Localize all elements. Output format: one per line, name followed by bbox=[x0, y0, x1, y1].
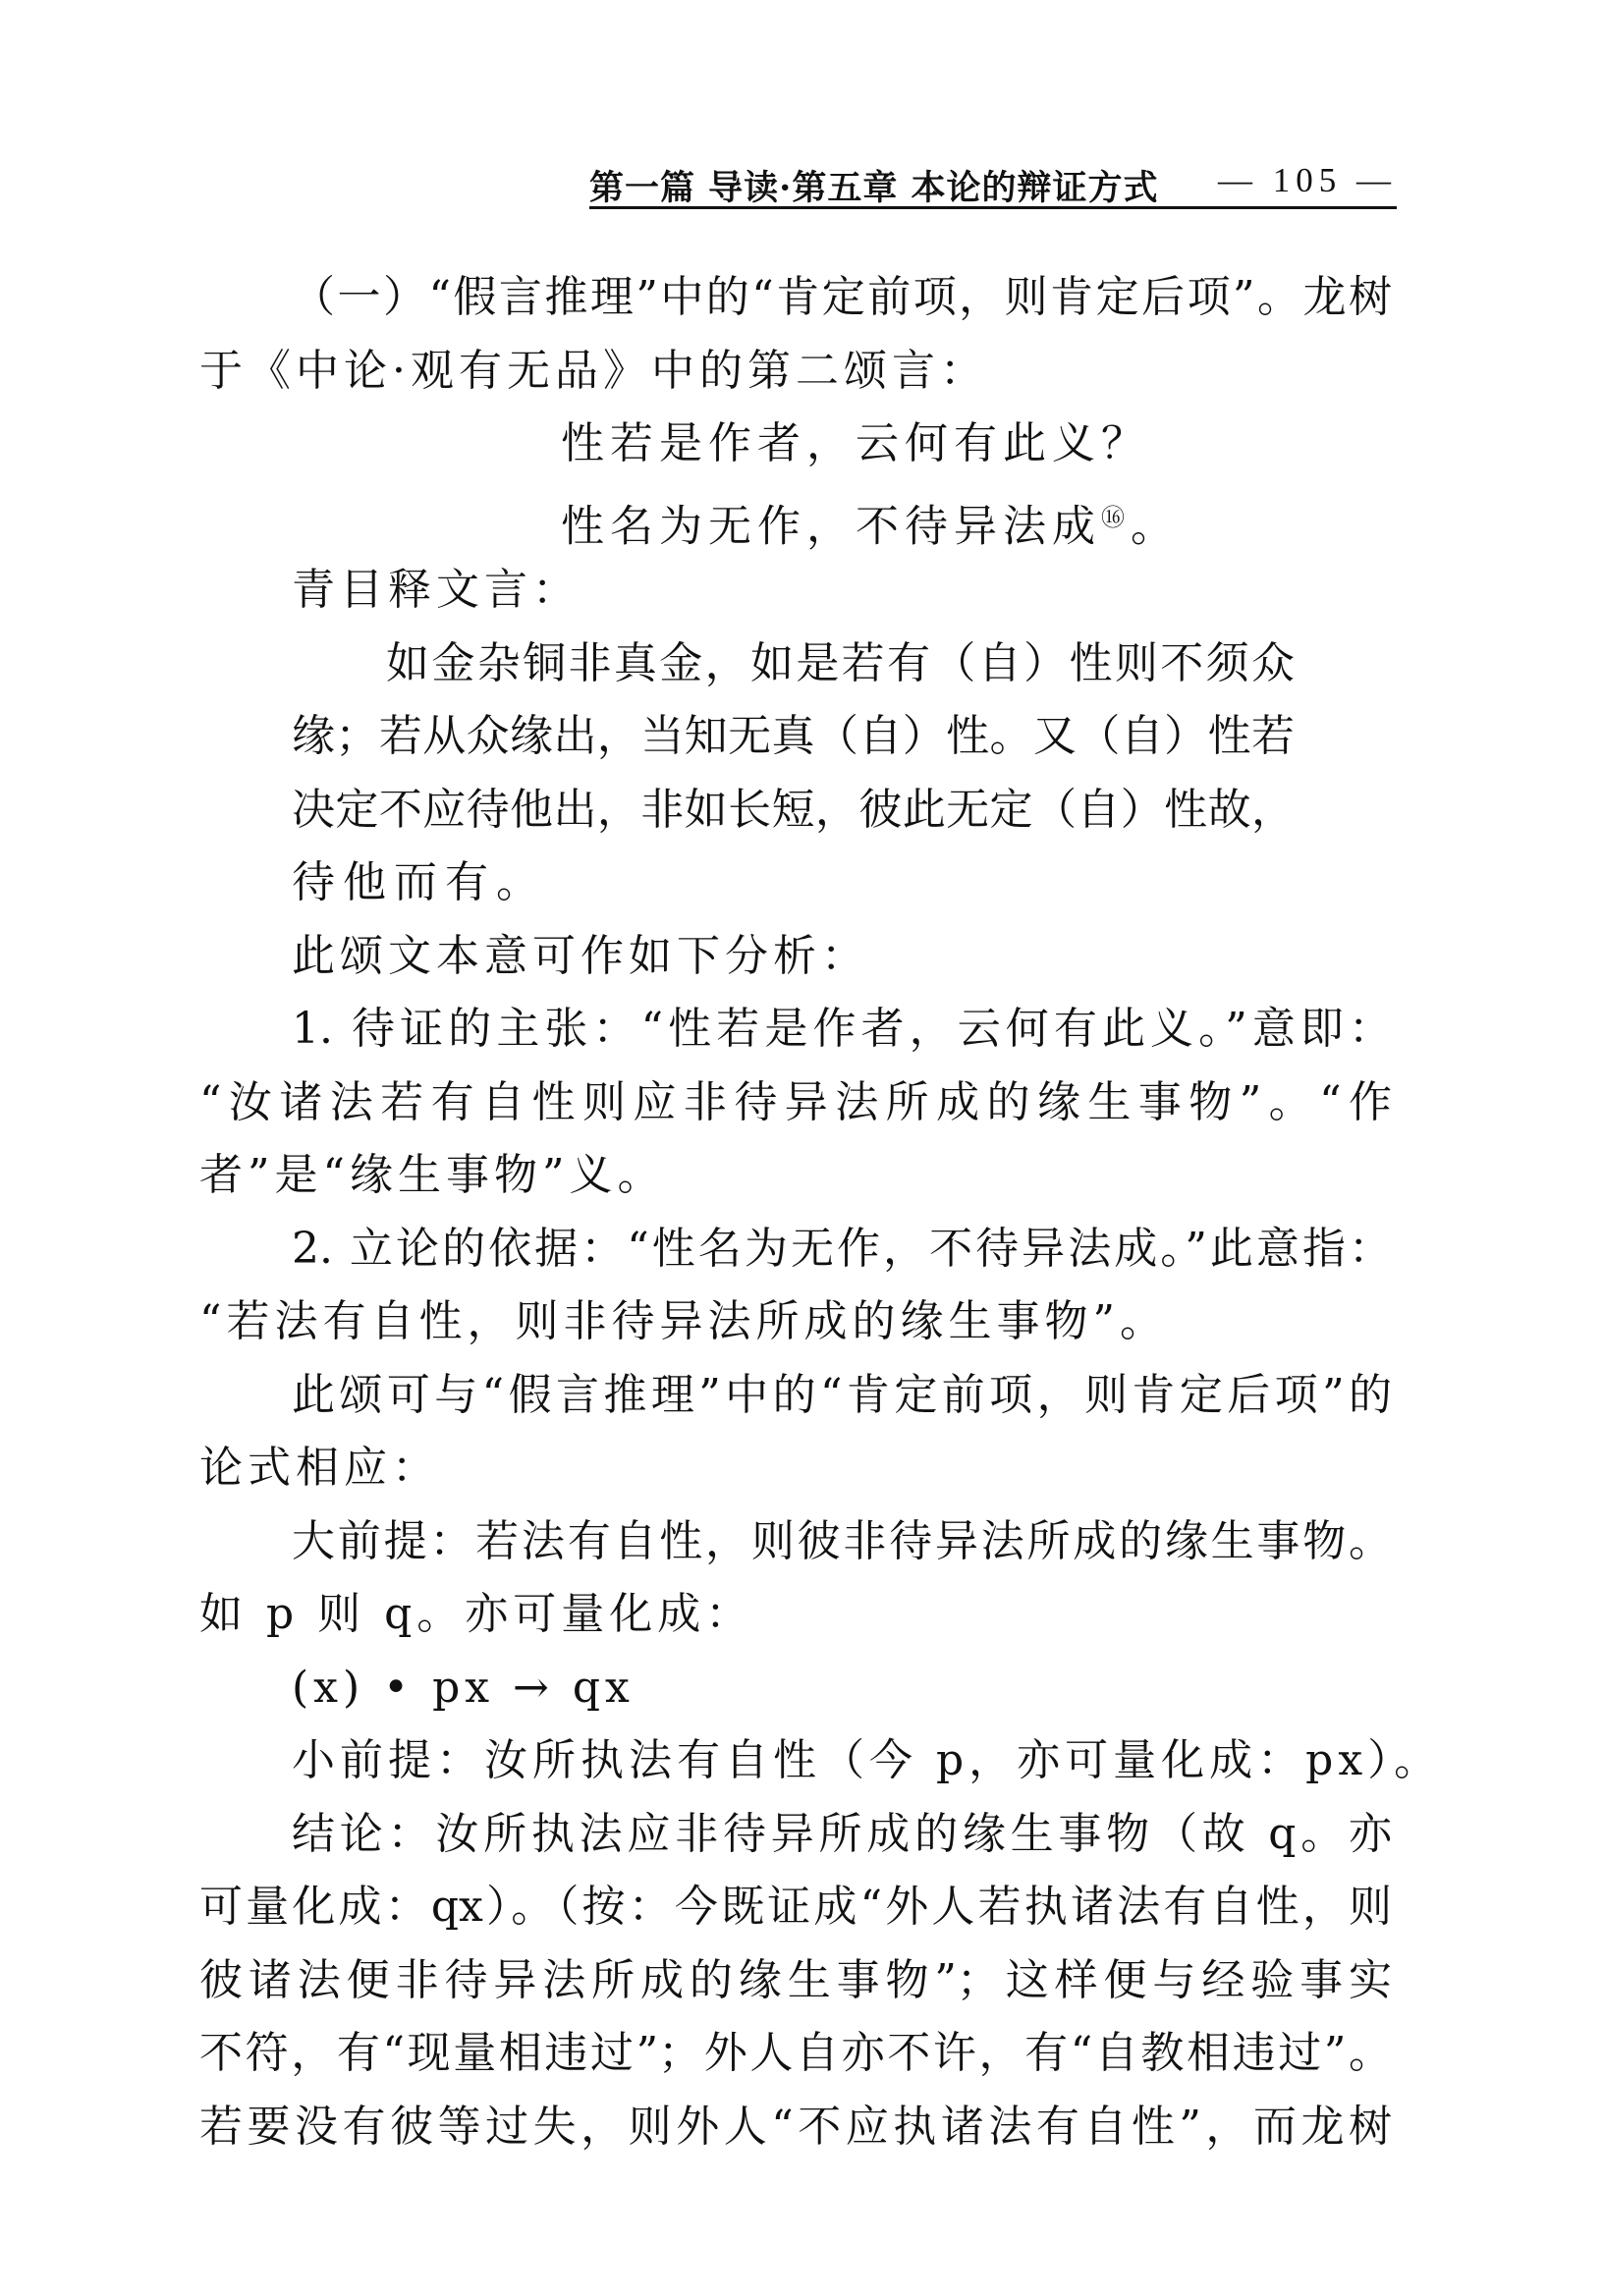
paragraph-line: 如 p 则 q。亦可量化成： bbox=[199, 1589, 754, 1639]
paragraph-line: 此颂文本意可作如下分析： bbox=[292, 930, 869, 981]
quote-line: 决定不应待他出，非如长短，彼此无定（自）性故， bbox=[292, 784, 1295, 835]
footnote-marker[interactable]: ⑯ bbox=[1101, 503, 1131, 531]
quote-line: 待他而有。 bbox=[292, 857, 547, 907]
paragraph-line: 彼诸法便非待异法所成的缘生事物”；这样便与经验事实 bbox=[199, 1954, 1392, 2005]
verse-punct: 。 bbox=[1131, 501, 1180, 552]
paragraph-line: 可量化成：qx）。（按：今既证成“外人若执诸法有自性，则 bbox=[199, 1882, 1392, 1932]
body-text bbox=[199, 261, 1443, 2163]
verse-text: 性名为无作，不待异法成 bbox=[561, 501, 1101, 552]
page-number: — 105 — bbox=[1218, 161, 1397, 199]
paragraph-line: 结论：汝所执法应非待异所成的缘生事物（故 q。亦 bbox=[292, 1808, 1392, 1859]
paragraph-line: 小前提：汝所执法有自性（今 p，亦可量化成：px）。 bbox=[292, 1735, 1443, 1785]
verse-line bbox=[199, 481, 1392, 555]
running-header bbox=[589, 157, 1397, 209]
paragraph-line: 者”是“缘生事物”义。 bbox=[199, 1150, 666, 1200]
paragraph-line: 论式相应： bbox=[199, 1443, 440, 1493]
paragraph-line: （一）“假言推理”中的“肯定前项，则肯定后项”。龙树 bbox=[292, 272, 1392, 322]
formula-line: (x) • px → qx bbox=[292, 1662, 635, 1713]
paragraph-line: “汝诸法若有自性则应非待异法所成的缘生事物”。“作 bbox=[199, 1076, 1392, 1127]
verse-line: 性若是作者，云何有此义？ bbox=[561, 418, 1150, 468]
paragraph-line: 青目释文言： bbox=[292, 565, 580, 615]
paragraph-line: 大前提：若法有自性，则彼非待异法所成的缘生事物。 bbox=[292, 1515, 1392, 1566]
paragraph-line: 不符，有“现量相违过”；外人自亦不许，有“自教相违过”。 bbox=[199, 2028, 1392, 2078]
paragraph-line: 此颂可与“假言推理”中的“肯定前项，则肯定后项”的 bbox=[292, 1369, 1392, 1420]
paragraph-line: “若法有自性，则非待异法所成的缘生事物”。 bbox=[199, 1296, 1168, 1346]
paragraph-line: 若要没有彼等过失，则外人“不应执诸法有自性”，而龙树 bbox=[199, 2101, 1392, 2152]
quote-line: 如金杂铜非真金，如是若有（自）性则不须众 bbox=[386, 637, 1295, 688]
paragraph-line: 2. 立论的依据：“性名为无作，不待异法成。”此意指： bbox=[292, 1223, 1392, 1274]
paragraph-line: 于《中论·观有无品》中的第二颂言： bbox=[199, 345, 988, 396]
quote-line: 缘；若从众缘出，当知无真（自）性。又（自）性若 bbox=[292, 711, 1295, 761]
chapter-title: 第一篇 导读·第五章 本论的辩证方式 bbox=[589, 168, 1159, 208]
paragraph-line: 1. 待证的主张：“性若是作者，云何有此义。”意即： bbox=[292, 1004, 1392, 1054]
